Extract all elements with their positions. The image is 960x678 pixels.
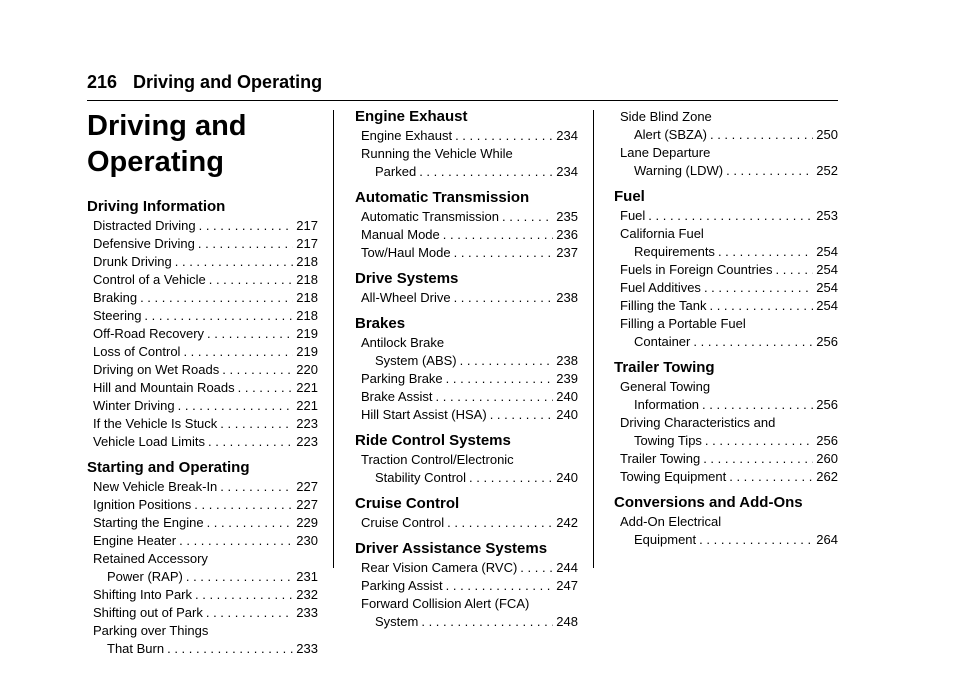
toc-entry-text: Automatic Transmission xyxy=(361,209,499,224)
dot-leader xyxy=(206,604,293,622)
toc-entry-page: 232 xyxy=(296,587,318,602)
toc-entry[interactable] xyxy=(87,253,318,271)
toc-entry-text: Brake Assist xyxy=(361,389,433,404)
section-title: Starting and Operating xyxy=(87,459,250,476)
toc-entry-page: 218 xyxy=(296,272,318,287)
section-title: Conversions and Add-Ons xyxy=(614,494,803,511)
toc-entry[interactable] xyxy=(87,604,318,622)
dot-leader xyxy=(207,325,293,343)
toc-entry-text: Steering xyxy=(93,308,142,323)
dot-leader xyxy=(469,469,553,487)
toc-entry-page: 233 xyxy=(296,641,318,656)
toc-entry-page: 218 xyxy=(296,254,318,269)
dot-leader xyxy=(178,397,294,415)
dot-leader xyxy=(198,235,293,253)
toc-entry-text: Engine Heater xyxy=(93,533,177,548)
dot-leader xyxy=(209,271,294,289)
toc-entry-text: Parking Brake xyxy=(361,371,443,386)
toc-entry[interactable] xyxy=(355,451,578,487)
dot-leader xyxy=(194,496,293,514)
toc-entry[interactable] xyxy=(87,415,318,433)
dot-leader xyxy=(709,297,813,315)
toc-entry-page: 219 xyxy=(296,326,318,341)
dot-leader xyxy=(222,361,293,379)
toc-entry-page: 221 xyxy=(296,380,318,395)
toc-entry-page: 237 xyxy=(556,245,578,260)
section-title: Cruise Control xyxy=(355,495,460,512)
toc-entry[interactable] xyxy=(355,370,578,388)
toc-entry-page: 248 xyxy=(556,614,578,629)
dot-leader xyxy=(238,379,294,397)
toc-entry[interactable] xyxy=(355,127,578,145)
toc-entry[interactable] xyxy=(355,208,578,226)
toc-entry-text: Fuel xyxy=(620,208,646,223)
toc-entry-text: General Towing xyxy=(620,379,711,394)
toc-entry-page: 240 xyxy=(556,407,578,422)
page-number: 216 xyxy=(87,72,118,92)
toc-entry-text: Hill Start Assist (HSA) xyxy=(361,407,487,422)
toc-column-1 xyxy=(87,108,318,658)
toc-entry[interactable] xyxy=(614,315,838,351)
toc-entry[interactable] xyxy=(87,307,318,325)
toc-entry[interactable] xyxy=(614,261,838,279)
dot-leader xyxy=(693,333,813,351)
dot-leader xyxy=(703,450,813,468)
toc-entry-text: Add-On Electrical xyxy=(620,514,722,529)
toc-entry-text: Parking Assist xyxy=(361,578,443,593)
section-title: Driver Assistance Systems xyxy=(355,540,548,557)
toc-entry-page: 250 xyxy=(816,127,838,142)
toc-entry-page: 240 xyxy=(556,470,578,485)
toc-entry-text: Power (RAP) xyxy=(107,569,183,584)
toc-entry-text: Antilock Brake xyxy=(361,335,445,350)
dot-leader xyxy=(140,289,293,307)
toc-section-driving-information xyxy=(87,198,318,451)
toc-section-starting-and-operating xyxy=(87,459,318,658)
dot-leader xyxy=(186,568,293,586)
toc-entry[interactable] xyxy=(87,217,318,235)
toc-entry-page: 218 xyxy=(296,308,318,323)
toc-entry-text: Traction Control/Electronic xyxy=(361,452,514,467)
dot-leader xyxy=(167,640,293,658)
toc-entry[interactable] xyxy=(87,361,318,379)
section-title: Brakes xyxy=(355,315,406,332)
dot-leader xyxy=(419,163,553,181)
toc-entry-text: Towing Tips xyxy=(634,433,702,448)
dot-leader xyxy=(490,406,554,424)
toc-entry-page: 252 xyxy=(816,163,838,178)
dot-leader xyxy=(454,244,554,262)
toc-entry[interactable] xyxy=(87,586,318,604)
toc-entry[interactable] xyxy=(355,145,578,181)
toc-entry-page: 254 xyxy=(816,244,838,259)
toc-entry-page: 230 xyxy=(296,533,318,548)
dot-leader xyxy=(520,559,553,577)
toc-entry-page: 231 xyxy=(296,569,318,584)
toc-entry-text: Running the Vehicle While xyxy=(361,146,513,161)
toc-entry-text: Shifting out of Park xyxy=(93,605,203,620)
toc-entry-text: Shifting Into Park xyxy=(93,587,192,602)
toc-entry[interactable] xyxy=(355,559,578,577)
toc-entry[interactable] xyxy=(614,297,838,315)
toc-entry-text: Lane Departure xyxy=(620,145,711,160)
toc-entry[interactable] xyxy=(87,532,318,550)
toc-entry-page: 262 xyxy=(816,469,838,484)
toc-entry[interactable] xyxy=(87,235,318,253)
toc-entry[interactable] xyxy=(87,622,318,658)
section-title: Driving Information xyxy=(87,198,226,215)
toc-section-driver-assistance-continued xyxy=(614,108,838,180)
toc-entry-text: Rear Vision Camera (RVC) xyxy=(361,560,518,575)
toc-entry-text: Driving Characteristics and xyxy=(620,415,776,430)
toc-section-brakes xyxy=(355,315,578,424)
toc-section-conversions-and-add-ons xyxy=(614,494,838,549)
toc-entry-page: 221 xyxy=(296,398,318,413)
toc-section-fuel xyxy=(614,188,838,351)
toc-entry-page: 234 xyxy=(556,164,578,179)
toc-entry-page: 244 xyxy=(556,560,578,575)
toc-entry-text: Engine Exhaust xyxy=(361,128,453,143)
dot-leader xyxy=(446,370,554,388)
toc-entry-page: 238 xyxy=(556,290,578,305)
toc-entry-text: Defensive Driving xyxy=(93,236,195,251)
toc-entry-page: 239 xyxy=(556,371,578,386)
toc-entry-text: If the Vehicle Is Stuck xyxy=(93,416,218,431)
dot-leader xyxy=(207,514,294,532)
dot-leader xyxy=(455,127,553,145)
toc-entry-text: Stability Control xyxy=(375,470,467,485)
toc-entry-text: Starting the Engine xyxy=(93,515,204,530)
toc-entry-text: Ignition Positions xyxy=(93,497,192,512)
toc-entry[interactable] xyxy=(87,433,318,451)
toc-entry-page: 217 xyxy=(296,236,318,251)
toc-entry-text: Trailer Towing xyxy=(620,451,701,466)
dot-leader xyxy=(195,586,293,604)
toc-entry[interactable] xyxy=(87,478,318,496)
toc-entry-text: All-Wheel Drive xyxy=(361,290,451,305)
toc-entry[interactable] xyxy=(614,108,838,144)
dot-leader xyxy=(421,613,553,631)
toc-entry-page: 264 xyxy=(816,532,838,547)
toc-entry-text: Parked xyxy=(375,164,417,179)
toc-entry[interactable] xyxy=(87,325,318,343)
toc-entry-text: Tow/Haul Mode xyxy=(361,245,451,260)
toc-entry-text: Fuels in Foreign Countries xyxy=(620,262,773,277)
toc-entry-page: 234 xyxy=(556,128,578,143)
toc-entry-text: Container xyxy=(634,334,691,349)
toc-entry[interactable] xyxy=(355,226,578,244)
dot-leader xyxy=(705,432,813,450)
dot-leader xyxy=(175,253,294,271)
toc-entry-text: Driving on Wet Roads xyxy=(93,362,220,377)
toc-entry[interactable] xyxy=(355,289,578,307)
section-title: Fuel xyxy=(614,188,645,205)
toc-entry-page: 238 xyxy=(556,353,578,368)
toc-entry[interactable] xyxy=(355,595,578,631)
dot-leader xyxy=(446,577,554,595)
toc-entry-text: Drunk Driving xyxy=(93,254,172,269)
dot-leader xyxy=(183,343,293,361)
dot-leader xyxy=(220,478,293,496)
toc-entry[interactable] xyxy=(614,144,838,180)
toc-entry[interactable] xyxy=(87,379,318,397)
toc-entry-text: Retained Accessory xyxy=(93,551,208,566)
toc-entry[interactable] xyxy=(355,388,578,406)
toc-section-drive-systems xyxy=(355,270,578,307)
dot-leader xyxy=(699,531,813,549)
dot-leader xyxy=(447,514,553,532)
dot-leader xyxy=(704,279,813,297)
toc-entry-text: Winter Driving xyxy=(93,398,175,413)
toc-entry-page: 223 xyxy=(296,434,318,449)
column-divider xyxy=(333,110,334,568)
dot-leader xyxy=(710,126,813,144)
toc-entry[interactable] xyxy=(614,414,838,450)
toc-entry-page: 242 xyxy=(556,515,578,530)
section-title: Engine Exhaust xyxy=(355,108,468,125)
toc-entry[interactable] xyxy=(614,378,838,414)
toc-entry[interactable] xyxy=(614,207,838,225)
toc-entry-text: Requirements xyxy=(634,244,715,259)
toc-entry-text: Filling a Portable Fuel xyxy=(620,316,746,331)
toc-entry-page: 218 xyxy=(296,290,318,305)
toc-entry-text: Information xyxy=(634,397,700,412)
toc-entry[interactable] xyxy=(87,397,318,415)
toc-entry-text: Filling the Tank xyxy=(620,298,707,313)
toc-entry-text: Parking over Things xyxy=(93,623,209,638)
toc-entry[interactable] xyxy=(355,514,578,532)
dot-leader xyxy=(460,352,554,370)
toc-entry-page: 240 xyxy=(556,389,578,404)
toc-entry[interactable] xyxy=(614,513,838,549)
toc-entry-text: Fuel Additives xyxy=(620,280,701,295)
dot-leader xyxy=(179,532,293,550)
toc-column-3 xyxy=(614,108,838,549)
dot-leader xyxy=(436,388,554,406)
toc-entry[interactable] xyxy=(87,289,318,307)
toc-entry-page: 260 xyxy=(816,451,838,466)
dot-leader xyxy=(775,261,813,279)
toc-entry[interactable] xyxy=(87,343,318,361)
toc-entry-page: 254 xyxy=(816,280,838,295)
toc-entry-text: Control of a Vehicle xyxy=(93,272,206,287)
toc-entry-text: Distracted Driving xyxy=(93,218,196,233)
toc-entry-text: Manual Mode xyxy=(361,227,440,242)
toc-entry-text: California Fuel xyxy=(620,226,704,241)
toc-entry[interactable] xyxy=(87,496,318,514)
dot-leader xyxy=(726,162,813,180)
toc-section-automatic-transmission xyxy=(355,189,578,262)
section-title: Drive Systems xyxy=(355,270,459,287)
dot-leader xyxy=(199,217,294,235)
toc-entry-text: System (ABS) xyxy=(375,353,457,368)
toc-entry-text: Hill and Mountain Roads xyxy=(93,380,235,395)
toc-entry-page: 247 xyxy=(556,578,578,593)
toc-entry-page: 256 xyxy=(816,334,838,349)
dot-leader xyxy=(648,207,813,225)
toc-entry[interactable] xyxy=(355,406,578,424)
toc-entry-page: 256 xyxy=(816,397,838,412)
toc-entry-page: 227 xyxy=(296,479,318,494)
dot-leader xyxy=(443,226,554,244)
column-divider xyxy=(593,110,594,568)
section-title: Trailer Towing xyxy=(614,359,715,376)
toc-section-driver-assistance-systems xyxy=(355,540,578,631)
toc-entry-page: 253 xyxy=(816,208,838,223)
toc-entry-page: 229 xyxy=(296,515,318,530)
page-header xyxy=(87,71,838,93)
dot-leader xyxy=(144,307,293,325)
toc-entry-text: New Vehicle Break-In xyxy=(93,479,218,494)
toc-entry[interactable] xyxy=(614,450,838,468)
toc-entry-text: System xyxy=(375,614,419,629)
toc-entry[interactable] xyxy=(614,468,838,486)
toc-entry-page: 220 xyxy=(296,362,318,377)
toc-section-trailer-towing xyxy=(614,359,838,486)
toc-entry[interactable] xyxy=(614,225,838,261)
header-rule xyxy=(87,100,838,101)
toc-entry[interactable] xyxy=(355,244,578,262)
dot-leader xyxy=(454,289,554,307)
running-title: Driving and Operating xyxy=(133,72,323,92)
toc-entry[interactable] xyxy=(87,271,318,289)
toc-entry[interactable] xyxy=(355,334,578,370)
toc-entry-page: 217 xyxy=(296,218,318,233)
toc-entry-page: 223 xyxy=(296,416,318,431)
toc-entry-text: Braking xyxy=(93,290,138,305)
chapter-title-line: Driving and xyxy=(87,110,247,142)
toc-entry-text: Towing Equipment xyxy=(620,469,727,484)
toc-entry-page: 236 xyxy=(556,227,578,242)
toc-column-2 xyxy=(355,108,578,631)
toc-entry-text: Cruise Control xyxy=(361,515,445,530)
toc-entry-text: Loss of Control xyxy=(93,344,181,359)
toc-entry-page: 254 xyxy=(816,262,838,277)
toc-entry-text: Alert (SBZA) xyxy=(634,127,707,142)
toc-entry-text: Vehicle Load Limits xyxy=(93,434,206,449)
toc-entry-page: 254 xyxy=(816,298,838,313)
toc-section-cruise-control xyxy=(355,495,578,532)
toc-entry-page: 219 xyxy=(296,344,318,359)
section-title: Automatic Transmission xyxy=(355,189,530,206)
toc-entry[interactable] xyxy=(87,550,318,586)
dot-leader xyxy=(220,415,293,433)
dot-leader xyxy=(729,468,813,486)
chapter-title xyxy=(87,108,318,180)
dot-leader xyxy=(208,433,293,451)
toc-entry-page: 256 xyxy=(816,433,838,448)
toc-entry-text: Off-Road Recovery xyxy=(93,326,205,341)
chapter-title-line: Operating xyxy=(87,146,224,178)
toc-entry[interactable] xyxy=(87,514,318,532)
toc-entry[interactable] xyxy=(614,279,838,297)
toc-entry[interactable] xyxy=(355,577,578,595)
dot-leader xyxy=(502,208,553,226)
toc-entry-page: 235 xyxy=(556,209,578,224)
section-title: Ride Control Systems xyxy=(355,432,511,449)
dot-leader xyxy=(702,396,813,414)
toc-entry-text: Forward Collision Alert (FCA) xyxy=(361,596,530,611)
toc-entry-text: Side Blind Zone xyxy=(620,109,712,124)
toc-section-ride-control-systems xyxy=(355,432,578,487)
toc-section-engine-exhaust xyxy=(355,108,578,181)
toc-entry-page: 233 xyxy=(296,605,318,620)
toc-entry-page: 227 xyxy=(296,497,318,512)
toc-entry-text: That Burn xyxy=(107,641,165,656)
toc-entry-text: Equipment xyxy=(634,532,697,547)
toc-entry-text: Warning (LDW) xyxy=(634,163,724,178)
dot-leader xyxy=(718,243,813,261)
